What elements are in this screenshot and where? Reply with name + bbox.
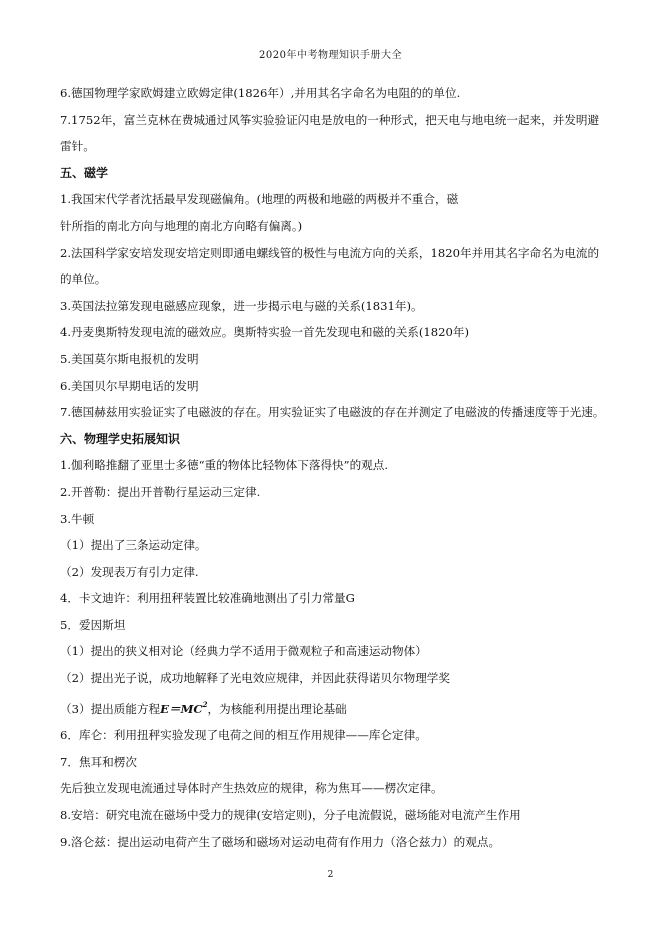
text-line: （2）发现表万有引力定律. bbox=[60, 564, 199, 579]
text-line: 的单位。 bbox=[60, 272, 107, 287]
formula-main: E＝MC bbox=[160, 701, 203, 716]
text-line: 4.丹麦奥斯特发现电流的磁效应。奥斯特实验一首先发现电和磁的关系(1820年) bbox=[60, 325, 470, 340]
text-line: 1.我国宋代学者沈括最早发现磁偏角。(地理的两极和地磁的两极并不重合，磁 bbox=[60, 192, 459, 207]
text-line: 9.洛仑兹：提出运动电荷产生了磁场和磁场对运动电荷有作用力（洛仑兹力）的观点。 bbox=[60, 834, 501, 849]
text-line: 3.牛顿 bbox=[60, 511, 95, 526]
text-line: 6.美国贝尔早期电话的发明 bbox=[60, 378, 199, 393]
page-number: 2 bbox=[327, 870, 334, 880]
section-heading-magnetism: 五、磁学 bbox=[60, 165, 109, 180]
text-line: 6.德国物理学家欧姆建立欧姆定律(1826年）,并用其名字命名为电阻的的单位. bbox=[60, 86, 461, 100]
text-line: （1）提出了三条运动定律。 bbox=[60, 538, 207, 553]
formula-exponent: 2 bbox=[202, 699, 208, 709]
text-line: 8.安培：研究电流在磁场中受力的规律(安培定则)，分子电流假说，磁场能对电流产生作用 bbox=[60, 808, 521, 823]
text-line: 先后独立发现电流通过导体时产生热效应的规律，称为焦耳——楞次定律。 bbox=[60, 781, 443, 796]
text-line: 针所指的南北方向与地理的南北方向略有偏离。) bbox=[60, 218, 303, 233]
text-line: 2.法国科学家安培发现安培定则即通电螺线管的极性与电流方向的关系，1820年并用其名字命名为电流的 bbox=[60, 245, 600, 260]
text-line: 雷针。 bbox=[60, 139, 95, 154]
mass-energy-formula bbox=[160, 699, 208, 716]
text-line-formula bbox=[60, 692, 615, 723]
formula-suffix: ，为核能利用提出理论基础 bbox=[207, 701, 347, 716]
page-header: 2020年中考物理知识手册大全 bbox=[259, 50, 402, 61]
text-line: 7.1752年，富兰克林在费城通过风筝实验验证闪电是放电的一种形式，把天电与地电统一起来，并发明避 bbox=[60, 112, 600, 127]
text-line: （1）提出的狭义相对论（经典力学不适用于微观粒子和高速运动物体） bbox=[60, 644, 427, 659]
text-line: 7．焦耳和楞次 bbox=[60, 754, 137, 769]
text-line: 7.德国赫兹用实验证实了电磁波的存在。用实验证实了电磁波的存在并测定了电磁波的传播速度等于光速。 bbox=[60, 405, 605, 420]
text-line: （2）提出光子说，成功地解释了光电效应规律，并因此获得诺贝尔物理学奖 bbox=[60, 671, 450, 686]
text-line: 5.美国莫尔斯电报机的发明 bbox=[60, 351, 199, 366]
section-heading-history: 六、物理学史拓展知识 bbox=[60, 431, 181, 446]
text-line: 2.开普勒：提出开普勒行星运动三定律. bbox=[60, 484, 261, 499]
document-body bbox=[60, 80, 615, 855]
text-line: 4．卡文迪许：利用扭秤装置比较准确地测出了引力常量G bbox=[60, 591, 355, 606]
formula-prefix: （3）提出质能方程 bbox=[60, 701, 161, 716]
text-line: 1.伽利略推翻了亚里士多德“重的物体比轻物体下落得快”的观点. bbox=[60, 458, 389, 473]
text-line: 3.英国法拉第发现电磁感应现象，进一步揭示电与磁的关系(1831年)。 bbox=[60, 298, 423, 313]
text-line: 5．爱因斯坦 bbox=[60, 617, 126, 632]
text-line: 6．库仑：利用扭秤实验发现了电荷之间的相互作用规律——库仑定律。 bbox=[60, 728, 427, 743]
